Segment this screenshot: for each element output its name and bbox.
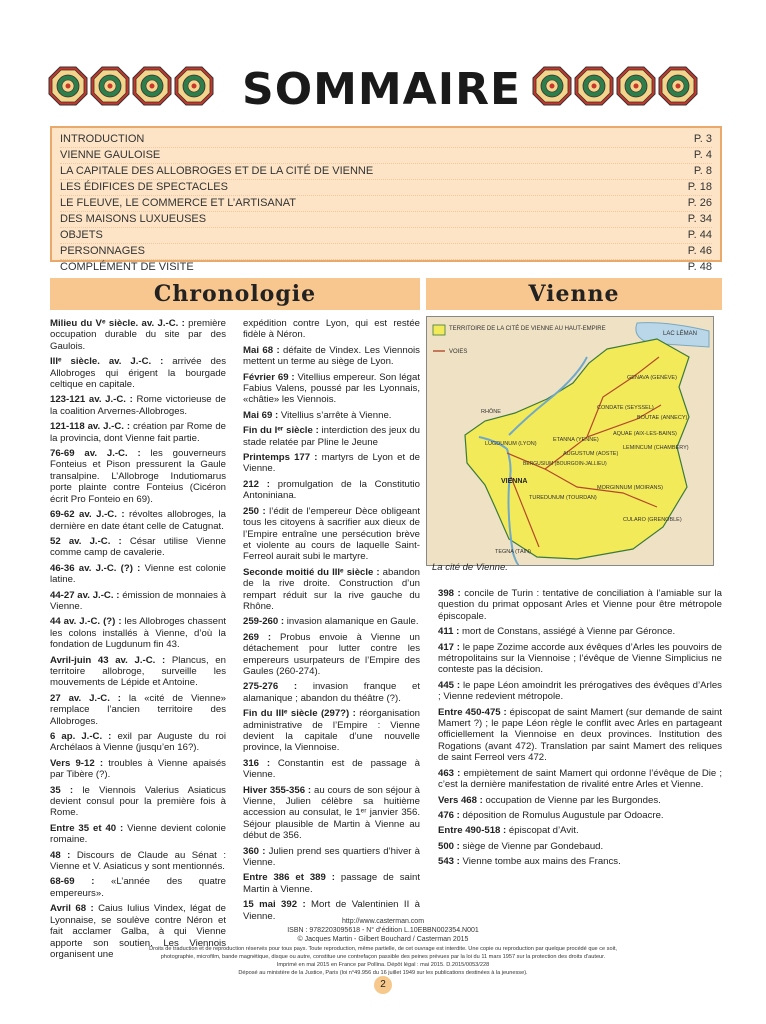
toc-label: COMPLÉMENT DE VISITE: [60, 261, 194, 273]
toc-row[interactable]: [60, 228, 712, 244]
map-svg: [427, 317, 713, 565]
rosette-icon: [174, 66, 214, 106]
toc-row[interactable]: [60, 244, 712, 260]
toc-page: P. 26: [687, 197, 712, 209]
chronology-text: au cours de son séjour à Vienne, Julien célèbre sa huitième accession au consulat, le 1ᵉʳ janvier 356. Séjour plausible de Martin à Vienne au début de 356.: [243, 784, 421, 842]
chronology-entry: [50, 590, 226, 613]
toc-row[interactable]: [60, 164, 712, 180]
chronology-date: Milieu du Vᵉ siècle. av. J.-C. :: [50, 318, 185, 329]
chronology-text: réorganisation administrative de l’Empire : Vienne devient la capitale d’une nouvelle province, la Viennoise.: [243, 708, 420, 754]
chronology-text: occupation de Vienne par les Burgondes.: [482, 794, 661, 806]
label-turedunum: TUREDUNUM (TOURDAN): [529, 495, 597, 501]
chronology-date: Entre 35 et 40 :: [50, 822, 124, 834]
chronology-entry: [243, 506, 420, 563]
chronology-text: Vienne devient colonie romaine.: [50, 822, 226, 846]
chronology-entry: [243, 616, 420, 627]
rosette-icon: [90, 66, 130, 106]
chronology-date: Entre 490-518 :: [438, 825, 507, 837]
chronology-entry: [243, 846, 420, 869]
toc-row[interactable]: [60, 196, 712, 212]
chronology-text: invasion franque et alamanique ; abandon du théâtre (?).: [243, 681, 420, 704]
table-of-contents: [50, 126, 722, 273]
chronology-entry: [438, 856, 722, 867]
chronology-date: 445 :: [438, 679, 461, 691]
chronology-text: le pape Léon amoindrit les prérogatives des évêques d’Arles ; Vienne redevient métropole.: [438, 679, 722, 703]
toc-page: P. 48: [687, 261, 712, 273]
chronology-text: concile de Turin : tentative de conciliation à l’amiable sur la question du primat opposant Arles et Vienne pour être métropole épiscopale.: [438, 588, 722, 622]
chronology-date: 411 :: [438, 626, 460, 638]
chronology-entry: [243, 345, 420, 368]
chronology-text: Constantin est de passage à Vienne.: [243, 757, 420, 781]
rosette-icon: [574, 66, 614, 106]
chronology-entry: [438, 768, 722, 791]
chronology-entry: [243, 681, 420, 704]
chronology-column-1: [50, 318, 226, 964]
chronology-entry: [438, 642, 722, 676]
label-morginnum: MORGINNUM (MOIRANS): [597, 485, 663, 491]
chronology-date: Fin du Iᵉʳ siècle :: [243, 425, 319, 437]
chronology-entry: [50, 448, 226, 505]
footer-rights-1: Droits de traduction et de reproduction réservés pour tous pays. Toute reproduction, même partielle, de cet ouvrage est interdite. Une copie ou reproduction par quelque procédé que ce soit,: [149, 946, 617, 952]
toc-page: P. 44: [687, 229, 712, 241]
footer-url: http://www.casterman.com: [341, 918, 425, 925]
rosette-icon: [48, 66, 88, 106]
chronology-entry: [50, 356, 226, 390]
chronology-date: Février 69 :: [243, 371, 295, 383]
chronology-date: 44 av. J.-C. (?) :: [50, 616, 122, 628]
chronology-text: déposition de Romulus Augustule par Odoacre.: [459, 809, 664, 821]
chronology-text: première occupation durable du site par des Gaulois.: [50, 318, 226, 352]
chronology-text: révoltes allobroges, la dernière en date étant celle de Catugnat.: [50, 509, 226, 532]
chronology-entry: [50, 318, 226, 352]
chronology-entry: [50, 850, 226, 873]
chronology-date: 44-27 av. J.-C. :: [50, 589, 120, 601]
chronology-entry: [243, 785, 420, 842]
legend-roads-label: VOIES: [449, 349, 468, 355]
chronology-entry: [50, 876, 226, 899]
toc-label: INTRODUCTION: [60, 133, 145, 145]
chronology-text: Caius Iulius Vindex, légat de Lyonnaise, se soulève contre Néron et fait acclamer Galba, à qui Vienne apporte son soutien. Les Viennois organisent une: [50, 903, 227, 960]
chronology-date: 15 mai 392 :: [243, 899, 306, 911]
legend-territory-swatch: [433, 325, 445, 335]
toc-label: LE FLEUVE, LE COMMERCE ET L’ARTISANAT: [60, 197, 296, 209]
label-lac: LAC LÉMAN: [663, 331, 698, 337]
chronology-text: épiscopat de saint Mamert (sur demande de saint Mamert ?) ; le pape Léon règle le conflit avec Arles en partageant officiellement la Viennoise en deux provinces. Institution des Rogations (avant 472). Translation par saint Mamert des reliques de saint Ferreol vers 472.: [438, 706, 722, 764]
chronology-entry: [50, 693, 226, 727]
footer-rights-2: photographie, microfilm, bande magnétique, disque ou autre, constitue une contrefaçon passible des peines prévues par la loi du 11 mars 1957 sur la protection des droits d’auteur.: [160, 954, 606, 960]
label-vienna: VIENNA: [501, 478, 528, 485]
chronology-text: passage de saint Martin à Vienne.: [243, 872, 420, 895]
chronology-entry: [243, 372, 420, 406]
chronology-text: Rome victorieuse de la coalition Arvernes-Allobroges.: [50, 394, 226, 417]
chronology-text: Vienne tombe aux mains des Francs.: [459, 856, 621, 868]
chronology-text: Vitellius empereur. Son légat Fabius Valens, poussé par les Lyonnais, «châtie» les Viennois.: [243, 371, 420, 406]
toc-row[interactable]: [60, 180, 712, 196]
chronology-date: Printemps 177 :: [243, 452, 318, 464]
chronology-entry: [50, 785, 226, 819]
chronology-entry: [438, 825, 722, 836]
label-lemincum: LEMINCUM (CHAMBÉRY): [623, 445, 689, 451]
chronology-entry: [438, 841, 722, 852]
toc-row[interactable]: [60, 148, 712, 164]
chronology-date: 275-276 :: [243, 681, 298, 693]
chronology-entry: [243, 425, 420, 448]
chronology-date: IIIᵉ siècle. av. J.-C. :: [50, 356, 164, 368]
chronology-entry: [50, 731, 226, 754]
chronology-date: 259-260 :: [243, 616, 285, 628]
map-vienne: [426, 316, 714, 566]
chronology-column-3: [438, 588, 722, 872]
chronology-text: expédition contre Lyon, qui est restée fidèle à Néron.: [243, 318, 420, 341]
chronology-date: 27 av. J.-C. :: [50, 692, 121, 704]
toc-row[interactable]: [60, 260, 712, 275]
legend-territory-label: TERRITOIRE DE LA CITÉ DE VIENNE AU HAUT-EMPIRE: [449, 326, 606, 332]
ornament-group-right: [532, 66, 698, 106]
chronology-date: 316 :: [243, 757, 271, 769]
chronology-entry: [50, 421, 226, 444]
footer-print: Imprimé en mai 2015 en France par Pollina. Dépôt légal : mai 2015. D.2015/0053/228: [276, 962, 490, 968]
chronology-date: 6 ap. J.-C. :: [50, 731, 112, 742]
chronology-entry: [50, 616, 226, 650]
chronology-entry: [50, 394, 226, 417]
chronology-text: les gouverneurs Fonteius et Pison pressurent la Gaule transalpine. L’Allobroge Indutiomarus porte plainte contre Fonteius (Cicéron écrit Pro Fonteio en 69).: [50, 448, 226, 505]
chronology-date: 360 :: [243, 845, 266, 857]
chronology-date: Hiver 355-356 :: [243, 784, 312, 796]
chronology-entry: [50, 563, 226, 586]
chronology-entry: [243, 479, 420, 502]
footer-legal: Déposé au ministère de la Justice, Paris (loi n°49.956 du 16 juillet 1949 sur les publications destinées à la jeunesse).: [238, 970, 528, 976]
chronology-text: Vienne est colonie latine.: [50, 562, 226, 586]
chronology-text: Discours de Claude au Sénat : Vienne et V. Asiaticus y sont mentionnés.: [50, 849, 226, 873]
chronology-text: «L’année des quatre empereurs».: [50, 876, 226, 899]
chronology-text: Julien prend ses quartiers d’hiver à Vienne.: [243, 845, 421, 869]
chronology-entry: [50, 823, 226, 846]
chronology-entry: [438, 626, 722, 637]
chronology-date: Fin du IIIᵉ siècle (297?) :: [243, 708, 356, 720]
chronology-entry: [438, 588, 722, 622]
chronology-text: émission de monnaies à Vienne.: [50, 589, 226, 612]
chronology-text: les Allobroges chassent les colons installés à Vienne, d’où la fondation de Lugdunum fin 43.: [50, 616, 226, 651]
title-row: [0, 62, 766, 118]
chronology-date: 121-118 av. J.-C. :: [50, 421, 131, 433]
chronology-text: Plancus, en territoire allobroge, surveille les mouvements de Lépide et Antoine.: [50, 654, 226, 689]
chronology-date: 417 :: [438, 641, 460, 653]
chronology-entry: [243, 452, 420, 475]
label-condate: CONDATE (SEYSSEL): [597, 405, 654, 411]
chronology-date: 52 av. J.-C. :: [50, 535, 122, 547]
label-tegna: TEGNA (TAIN): [495, 549, 531, 555]
chronology-entry: [50, 536, 226, 559]
chronology-entry: [438, 810, 722, 821]
footer-copyright: © Jacques Martin - Gilbert Bouchard / Casterman 2015: [297, 936, 469, 943]
chronology-text: interdiction des jeux du stade relatée par Pline le Jeune: [243, 425, 420, 448]
label-augustum: AUGUSTUM (AOSTE): [563, 451, 619, 457]
chronology-date: Seconde moitié du IIIᵉ siècle :: [243, 566, 380, 578]
label-cularo: CULARO (GRENOBLE): [623, 517, 682, 523]
chronology-date: Entre 386 et 389 :: [243, 872, 335, 884]
label-lugdunum: LUGDUNUM (LYON): [485, 441, 537, 447]
chronology-text: arrivée des Allobroges qui érigent la bourgade celtique en capitale.: [50, 356, 227, 391]
chronology-entry: [243, 708, 420, 754]
chronology-date: 269 :: [243, 631, 272, 643]
chronology-date: 123-121 av. J.-C. :: [50, 394, 133, 406]
map-caption: La cité de Vienne.: [432, 562, 508, 573]
toc-page: P. 18: [687, 181, 712, 193]
chronology-date: Vers 9-12 :: [50, 757, 104, 769]
chronology-date: 250 :: [243, 505, 266, 517]
toc-page: P. 8: [693, 165, 712, 177]
chronology-date: Mai 68 :: [243, 344, 280, 356]
chronology-entry: [50, 758, 226, 781]
toc-page: P. 3: [693, 133, 712, 145]
chronology-entry: [50, 655, 226, 689]
toc-row[interactable]: [60, 132, 712, 148]
chronology-text: César utilise Vienne comme camp de cavalerie.: [50, 535, 226, 559]
chronology-date: 76-69 av. J.-C. :: [50, 448, 141, 460]
chronology-column-2: [243, 318, 420, 926]
ornament-group-left: [48, 66, 214, 106]
chronology-date: Mai 69 :: [243, 409, 279, 421]
chronology-text: épiscopat d’Avit.: [506, 825, 579, 837]
label-rhone: RHÔNE: [481, 409, 501, 415]
label-etanna: ETANNA (YENNE): [553, 437, 599, 443]
chronology-entry: [243, 872, 420, 895]
label-boutae: BOUTAE (ANNECY): [637, 415, 688, 421]
toc-page: P. 4: [693, 149, 712, 161]
chronology-date: 476 :: [438, 809, 460, 821]
chronology-text: invasion alamanique en Gaule.: [284, 616, 419, 628]
label-aquae: AQUAE (AIX-LES-BAINS): [613, 431, 677, 437]
toc-label: LA CAPITALE DES ALLOBROGES ET DE LA CITÉ DE VIENNE: [60, 165, 374, 177]
page-number: 2: [374, 976, 392, 994]
chronology-date: Vers 468 :: [438, 794, 483, 806]
chronology-date: 35 :: [50, 784, 74, 796]
chronology-date: 68-69 :: [50, 876, 95, 888]
toc-label: PERSONNAGES: [60, 245, 145, 257]
section-header-vienne: Vienne: [426, 278, 722, 310]
chronology-date: 69-62 av. J.-C. :: [50, 509, 125, 521]
chronology-date: Avril 68 :: [50, 903, 94, 915]
page-title: SOMMAIRE: [242, 64, 522, 115]
chronology-date: 500 :: [438, 840, 460, 852]
chronology-text: la «cité de Vienne» remplace l’ancien territoire des Allobroges.: [50, 692, 226, 727]
chronology-text: l’édit de l’empereur Dèce obligeant tous les citoyens à sacrifier aux dieux de l’Empire entraîne une persécution brève et violente au cours de laquelle Saint-Ferreol aurait subi le martyre.: [243, 505, 420, 563]
chronology-date: 46-36 av. J.-C. (?) :: [50, 562, 141, 574]
toc-page: P. 34: [687, 213, 712, 225]
chronology-text: exil par Auguste du roi Archélaos à Vienne (jusqu’en 16?).: [50, 731, 226, 754]
rosette-icon: [532, 66, 572, 106]
chronology-text: promulgation de la Constitutio Antoniniana.: [243, 478, 420, 502]
chronology-entry: [243, 632, 420, 678]
chronology-entry: [243, 410, 420, 421]
chronology-date: Entre 450-475 :: [438, 706, 507, 718]
chronology-text: siège de Vienne par Gondebaud.: [459, 840, 604, 852]
toc-label: OBJETS: [60, 229, 103, 241]
chronology-entry: [243, 318, 420, 341]
chronology-entry: [438, 680, 722, 703]
toc-label: LES ÉDIFICES DE SPECTACLES: [60, 181, 228, 193]
rosette-icon: [616, 66, 656, 106]
rosette-icon: [132, 66, 172, 106]
chronology-date: 463 :: [438, 767, 461, 779]
chronology-text: martyrs de Lyon et de Vienne.: [243, 452, 420, 475]
chronology-text: Probus envoie à Vienne un détachement pour lutter contre les empereurs usurpateurs de l’Empire des Gaules (260-274).: [243, 631, 420, 677]
chronology-text: empiètement de saint Mamert qui ordonne l’évêque de Die ; c’est la dernière manifestation de rivalité entre Arles et Vienne.: [438, 767, 723, 791]
toc-page: P. 46: [687, 245, 712, 257]
chronology-date: 212 :: [243, 478, 270, 490]
section-header-chronologie: Chronologie: [50, 278, 420, 310]
rosette-icon: [658, 66, 698, 106]
chronology-text: création par Rome de la provincia, dont Vienne fait partie.: [50, 421, 226, 444]
toc-row[interactable]: [60, 212, 712, 228]
chronology-text: Mort de Valentinien II à Vienne.: [243, 899, 420, 922]
chronology-date: 543 :: [438, 856, 460, 868]
chronology-entry: [243, 567, 420, 613]
chronology-entry: [438, 707, 722, 764]
chronology-entry: [438, 795, 722, 806]
chronology-entry: [50, 509, 226, 532]
chronology-text: défaite de Vindex. Les Viennois mettent un terme au siège de Lyon.: [243, 344, 420, 368]
chronology-text: le pape Zozime accorde aux évêques d’Arles les pouvoirs de métropolitains sur la Viennoise ; l’évêque de Vienne Simplicius ne conteste pas la décision.: [438, 641, 722, 676]
chronology-date: 398 :: [438, 588, 461, 599]
chronology-date: Avril-juin 43 av. J.-C. :: [50, 654, 166, 666]
toc-label: VIENNE GAULOISE: [60, 149, 161, 161]
chronology-text: troubles à Vienne apaisés par Tibère (?).: [50, 757, 226, 781]
label-bergusium: BERGUSIUM (BOURGOIN-JALLIEU): [523, 461, 607, 467]
chronology-text: Vitellius s’arrête à Vienne.: [278, 409, 392, 421]
footer-isbn: ISBN : 9782203095618 - N° d’édition L.10EBBN002354.N001: [287, 927, 479, 934]
label-genava: GENAVA (GENÈVE): [627, 375, 677, 381]
toc-label: DES MAISONS LUXUEUSES: [60, 213, 207, 225]
chronology-text: abandon de la rive droite. Construction d’un rempart réduit sur la rive gauche du Rhône.: [243, 566, 420, 612]
chronology-text: mort de Constans, assiégé à Vienne par Géronce.: [459, 626, 676, 638]
chronology-entry: [243, 758, 420, 781]
chronology-date: 48 :: [50, 849, 71, 861]
chronology-text: le Viennois Valerius Asiaticus devient consul pour la première fois à Rome.: [50, 784, 226, 819]
